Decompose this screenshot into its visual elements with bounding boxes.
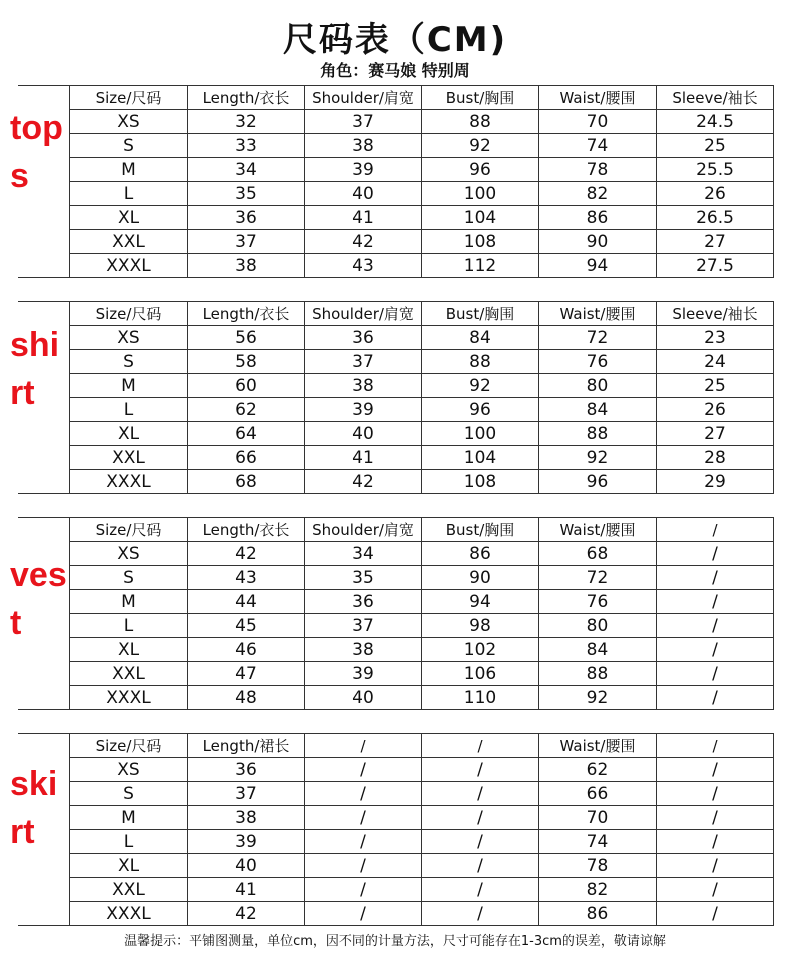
table-cell: 23 (657, 326, 774, 350)
table-cell: XS (70, 110, 188, 134)
column-header: Length/衣长 (188, 302, 305, 326)
table-cell: 100 (422, 422, 539, 446)
table-cell: 96 (422, 158, 539, 182)
table-header-row (70, 302, 774, 326)
table-row (70, 590, 774, 614)
column-header: Size/尺码 (70, 518, 188, 542)
table-cell: 92 (422, 134, 539, 158)
table-cell: 38 (305, 638, 422, 662)
table-cell: 84 (539, 638, 657, 662)
table-cell: 70 (539, 110, 657, 134)
column-header: Waist/腰围 (539, 734, 657, 758)
table-cell: / (657, 686, 774, 710)
table-cell: 38 (305, 134, 422, 158)
size-table-tops (10, 85, 773, 278)
column-header: Length/衣长 (188, 518, 305, 542)
column-header: Waist/腰围 (539, 86, 657, 110)
table-cell: 29 (657, 470, 774, 494)
column-header: Length/裙长 (188, 734, 305, 758)
table-cell: 108 (422, 230, 539, 254)
table-cell: / (657, 782, 774, 806)
table-cell: 68 (188, 470, 305, 494)
size-table (69, 733, 774, 926)
table-cell: L (70, 614, 188, 638)
table-cell: 102 (422, 638, 539, 662)
column-header: Sleeve/袖长 (657, 302, 774, 326)
table-cell: / (657, 566, 774, 590)
table-cell: S (70, 350, 188, 374)
table-cell: 32 (188, 110, 305, 134)
table-cell: XL (70, 638, 188, 662)
table-header-row (70, 518, 774, 542)
category-label-skirt: skirt (10, 765, 58, 851)
table-cell: 74 (539, 830, 657, 854)
table-cell: 90 (422, 566, 539, 590)
table-cell: XL (70, 854, 188, 878)
table-cell: 25 (657, 374, 774, 398)
table-row (70, 110, 774, 134)
table-row (70, 254, 774, 278)
table-row (70, 182, 774, 206)
table-cell: XXL (70, 446, 188, 470)
table-cell: 28 (657, 446, 774, 470)
table-cell: / (422, 854, 539, 878)
table-cell: 72 (539, 566, 657, 590)
table-cell: 44 (188, 590, 305, 614)
table-cell: 26 (657, 398, 774, 422)
table-cell: 27.5 (657, 254, 774, 278)
table-cell: 104 (422, 446, 539, 470)
table-cell: 72 (539, 326, 657, 350)
table-cell: / (657, 638, 774, 662)
table-cell: XXXL (70, 686, 188, 710)
table-cell: / (422, 806, 539, 830)
table-cell: XXXL (70, 254, 188, 278)
table-row (70, 878, 774, 902)
table-cell: 88 (539, 662, 657, 686)
table-row (70, 134, 774, 158)
table-row (70, 758, 774, 782)
table-cell: XXXL (70, 902, 188, 926)
table-cell: 40 (305, 422, 422, 446)
table-cell: 41 (305, 446, 422, 470)
table-cell: XS (70, 326, 188, 350)
table-cell: 82 (539, 878, 657, 902)
column-header: Size/尺码 (70, 86, 188, 110)
table-cell: XXL (70, 662, 188, 686)
table-row (70, 422, 774, 446)
table-cell: 82 (539, 182, 657, 206)
category-label-vest: vest (10, 556, 67, 642)
table-cell: M (70, 374, 188, 398)
table-cell: 40 (188, 854, 305, 878)
table-cell: 108 (422, 470, 539, 494)
table-cell: 42 (188, 902, 305, 926)
table-cell: 78 (539, 158, 657, 182)
table-cell: 37 (305, 350, 422, 374)
table-cell: 68 (539, 542, 657, 566)
table-cell: 40 (305, 686, 422, 710)
table-cell: 40 (305, 182, 422, 206)
table-cell: 39 (188, 830, 305, 854)
table-cell: / (305, 878, 422, 902)
table-cell: 47 (188, 662, 305, 686)
table-row (70, 350, 774, 374)
table-row (70, 566, 774, 590)
table-cell: 76 (539, 590, 657, 614)
table-cell: 36 (188, 758, 305, 782)
table-cell: 43 (305, 254, 422, 278)
table-cell: 35 (188, 182, 305, 206)
table-cell: 88 (539, 422, 657, 446)
table-cell: 39 (305, 398, 422, 422)
table-cell: M (70, 590, 188, 614)
table-cell: 36 (305, 326, 422, 350)
size-table (69, 85, 774, 278)
table-cell: 88 (422, 110, 539, 134)
table-cell: 94 (539, 254, 657, 278)
table-cell: XXL (70, 878, 188, 902)
footer-note: 温馨提示：平铺图测量，单位cm，因不同的计量方法，尺寸可能存在1-3cm的误差，敬请谅解 (124, 934, 666, 949)
column-header: / (657, 734, 774, 758)
table-cell: 78 (539, 854, 657, 878)
column-header: Shoulder/肩宽 (305, 518, 422, 542)
table-row (70, 806, 774, 830)
table-cell: 38 (188, 254, 305, 278)
table-cell: L (70, 182, 188, 206)
table-cell: / (305, 830, 422, 854)
column-header: Bust/胸围 (422, 302, 539, 326)
size-table-vest (10, 517, 773, 710)
table-cell: 37 (305, 614, 422, 638)
table-cell: 86 (539, 902, 657, 926)
column-header: Shoulder/肩宽 (305, 302, 422, 326)
table-cell: 92 (539, 686, 657, 710)
table-cell: S (70, 566, 188, 590)
table-cell: XS (70, 758, 188, 782)
table-row (70, 782, 774, 806)
table-cell: / (657, 662, 774, 686)
column-header: Sleeve/袖长 (657, 86, 774, 110)
table-cell: 27 (657, 422, 774, 446)
table-row (70, 470, 774, 494)
table-cell: 86 (422, 542, 539, 566)
table-header-row (70, 734, 774, 758)
table-cell: 26.5 (657, 206, 774, 230)
table-cell: 74 (539, 134, 657, 158)
table-cell: 45 (188, 614, 305, 638)
table-row (70, 374, 774, 398)
table-cell: 39 (305, 158, 422, 182)
table-cell: 60 (188, 374, 305, 398)
table-cell: / (657, 590, 774, 614)
table-cell: 42 (305, 230, 422, 254)
table-cell: / (305, 902, 422, 926)
size-table (69, 517, 774, 710)
table-cell: 34 (305, 542, 422, 566)
table-row (70, 446, 774, 470)
column-header: Length/衣长 (188, 86, 305, 110)
table-cell: 94 (422, 590, 539, 614)
table-row (70, 206, 774, 230)
table-row (70, 230, 774, 254)
table-cell: 41 (188, 878, 305, 902)
table-cell: 66 (539, 782, 657, 806)
table-cell: 90 (539, 230, 657, 254)
table-cell: 37 (188, 782, 305, 806)
table-cell: 80 (539, 374, 657, 398)
table-cell: 96 (539, 470, 657, 494)
page-subtitle: 角色：赛马娘 特别周 (320, 61, 470, 80)
table-cell: / (657, 614, 774, 638)
table-cell: 26 (657, 182, 774, 206)
table-row (70, 902, 774, 926)
table-cell: / (305, 758, 422, 782)
column-header: Size/尺码 (70, 734, 188, 758)
table-cell: 33 (188, 134, 305, 158)
table-cell: 38 (305, 374, 422, 398)
table-cell: 25 (657, 134, 774, 158)
column-header: Waist/腰围 (539, 518, 657, 542)
table-cell: 24 (657, 350, 774, 374)
table-cell: 96 (422, 398, 539, 422)
table-cell: 36 (305, 590, 422, 614)
table-row (70, 542, 774, 566)
table-row (70, 854, 774, 878)
table-cell: 25.5 (657, 158, 774, 182)
table-cell: / (305, 806, 422, 830)
table-cell: 62 (539, 758, 657, 782)
table-cell: / (657, 758, 774, 782)
table-cell: L (70, 398, 188, 422)
table-cell: 100 (422, 182, 539, 206)
table-row (70, 326, 774, 350)
table-cell: 66 (188, 446, 305, 470)
column-header: / (305, 734, 422, 758)
table-cell: 92 (422, 374, 539, 398)
table-cell: XXL (70, 230, 188, 254)
table-cell: 92 (539, 446, 657, 470)
table-row (70, 158, 774, 182)
table-cell: / (422, 878, 539, 902)
table-cell: XL (70, 206, 188, 230)
page-title: 尺码表（CM) (282, 20, 508, 60)
table-cell: 88 (422, 350, 539, 374)
table-cell: 36 (188, 206, 305, 230)
table-cell: 58 (188, 350, 305, 374)
column-header: / (657, 518, 774, 542)
table-cell: / (305, 782, 422, 806)
table-cell: M (70, 806, 188, 830)
table-cell: 62 (188, 398, 305, 422)
table-cell: / (422, 758, 539, 782)
table-cell: 24.5 (657, 110, 774, 134)
column-header: Waist/腰围 (539, 302, 657, 326)
table-row (70, 614, 774, 638)
table-cell: 48 (188, 686, 305, 710)
size-table (69, 301, 774, 494)
table-cell: 86 (539, 206, 657, 230)
table-cell: XXXL (70, 470, 188, 494)
table-cell: / (657, 830, 774, 854)
table-cell: S (70, 134, 188, 158)
size-table-shirt (10, 301, 773, 494)
table-cell: 46 (188, 638, 305, 662)
table-cell: 27 (657, 230, 774, 254)
table-cell: 98 (422, 614, 539, 638)
table-row (70, 686, 774, 710)
table-cell: 35 (305, 566, 422, 590)
table-cell: 112 (422, 254, 539, 278)
table-cell: XL (70, 422, 188, 446)
table-cell: 80 (539, 614, 657, 638)
table-cell: / (422, 830, 539, 854)
table-cell: / (657, 854, 774, 878)
table-cell: 104 (422, 206, 539, 230)
table-cell: 37 (188, 230, 305, 254)
table-cell: M (70, 158, 188, 182)
size-table-skirt (10, 733, 773, 926)
table-cell: / (657, 902, 774, 926)
table-cell: / (657, 542, 774, 566)
table-cell: / (422, 782, 539, 806)
category-label-tops: tops (10, 109, 63, 195)
table-cell: 64 (188, 422, 305, 446)
table-cell: 37 (305, 110, 422, 134)
table-cell: L (70, 830, 188, 854)
table-cell: 43 (188, 566, 305, 590)
column-header: / (422, 734, 539, 758)
column-header: Shoulder/肩宽 (305, 86, 422, 110)
category-label-shirt: shirt (10, 326, 60, 412)
table-cell: / (657, 878, 774, 902)
table-cell: 38 (188, 806, 305, 830)
table-cell: 84 (422, 326, 539, 350)
column-header: Bust/胸围 (422, 86, 539, 110)
table-header-row (70, 86, 774, 110)
table-cell: XS (70, 542, 188, 566)
table-cell: / (657, 806, 774, 830)
table-cell: 106 (422, 662, 539, 686)
table-cell: 42 (305, 470, 422, 494)
table-cell: 41 (305, 206, 422, 230)
table-row (70, 638, 774, 662)
table-cell: S (70, 782, 188, 806)
table-cell: 84 (539, 398, 657, 422)
table-cell: 34 (188, 158, 305, 182)
table-cell: 42 (188, 542, 305, 566)
table-cell: 70 (539, 806, 657, 830)
table-cell: 76 (539, 350, 657, 374)
table-row (70, 662, 774, 686)
table-cell: 39 (305, 662, 422, 686)
table-cell: 56 (188, 326, 305, 350)
table-row (70, 830, 774, 854)
column-header: Size/尺码 (70, 302, 188, 326)
table-cell: / (305, 854, 422, 878)
table-cell: / (422, 902, 539, 926)
column-header: Bust/胸围 (422, 518, 539, 542)
table-cell: 110 (422, 686, 539, 710)
table-row (70, 398, 774, 422)
